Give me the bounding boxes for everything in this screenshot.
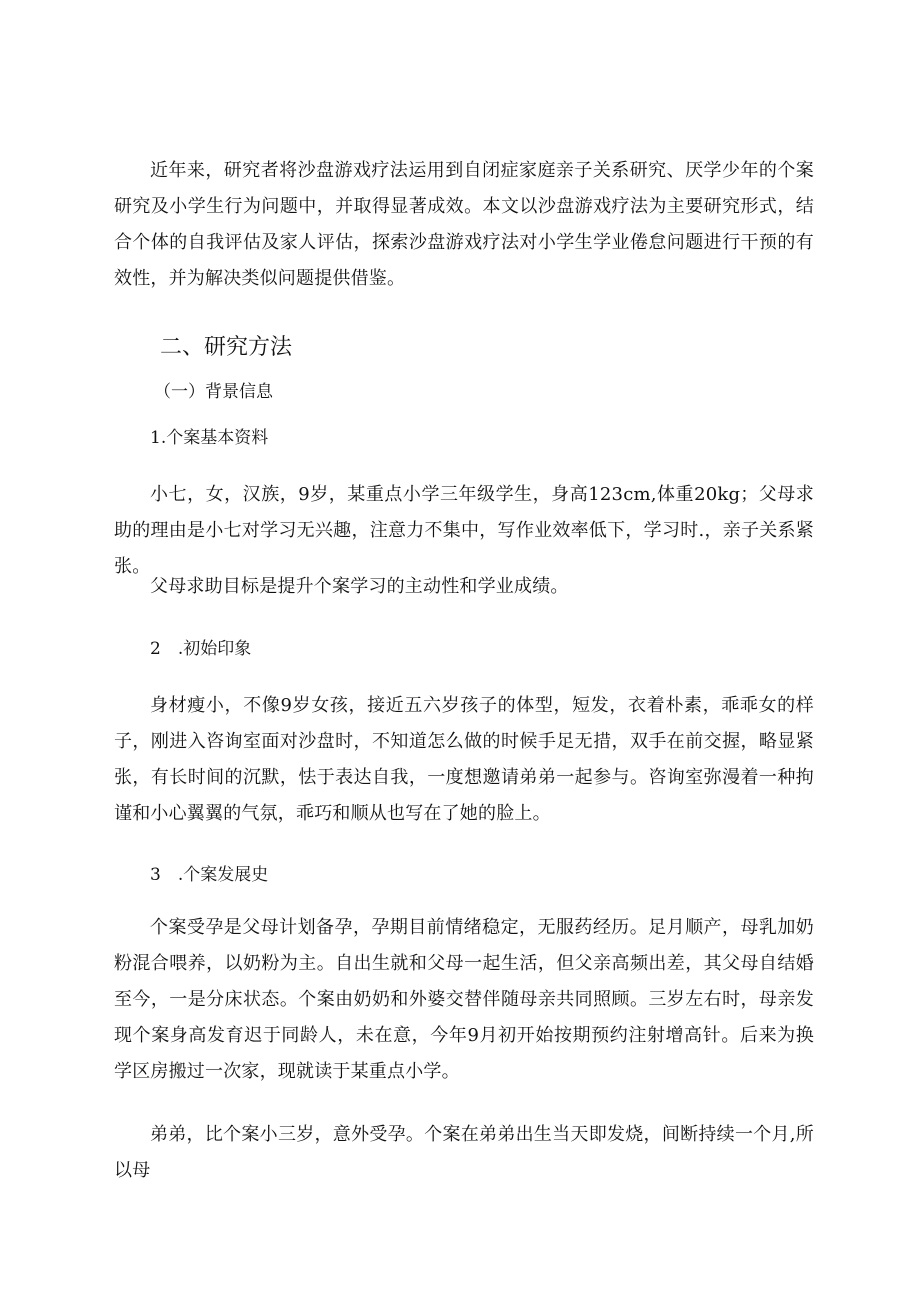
brother-paragraph: 弟弟，比个案小三岁，意外受孕。个案在弟弟出生当天即发烧，间断持续一个月,所以母 <box>114 1124 814 1181</box>
item-heading-history: 3 .个案发展史 <box>150 865 269 885</box>
section-heading-methods: 二、研究方法 <box>160 335 293 360</box>
basic-info-paragraph: 小七，女，汉族，9岁，某重点小学三年级学生，身高123cm,体重20kg；父母求助的理由是小七对学习无兴趣，注意力不集中，写作业效率低下，学习时.，亲子关系紧张。 <box>114 484 814 577</box>
goal-paragraph: 父母求助目标是提升个案学习的主动性和学业成绩。 <box>150 576 569 597</box>
history-paragraph: 个案受孕是父母计划备孕，孕期目前情绪稳定，无服药经历。足月顺产，母乳加奶粉混合喂养，以奶粉为主。自出生就和父母一起生活，但父亲高频出差，其父母自结婚至今，一是分床状态。个案由奶奶和外婆交替伴随母亲共同照顾。三岁左右时，母亲发现个案身高发育迟于同龄人，未在意，今年9月初开始按期预约注射增高针。后来为换学区房搬过一次家，现就读于某重点小学。 <box>114 917 814 1082</box>
intro-paragraph: 近年来，研究者将沙盘游戏疗法运用到自闭症家庭亲子关系研究、厌学少年的个案研究及小学生行为问题中，并取得显著成效。本文以沙盘游戏疗法为主要研究形式，结合个体的自我评估及家人评估，探索沙盘游戏疗法对小学生学业倦怠问题进行干预的有效性，并为解决类似问题提供借鉴。 <box>114 160 814 289</box>
subsection-heading-background: （一）背景信息 <box>154 382 273 402</box>
item-heading-impression: 2 .初始印象 <box>150 639 252 659</box>
impression-paragraph: 身材瘦小，不像9岁女孩，接近五六岁孩子的体型，短发，衣着朴素，乖乖女的样子，刚进入咨询室面对沙盘时，不知道怎么做的时候手足无措，双手在前交握，略显紧张，有长时间的沉默，怯于表达自我，一度想邀请弟弟一起参与。咨询室弥漫着一种拘谨和小心翼翼的气氛，乖巧和顺从也写在了她的脸上。 <box>114 695 814 824</box>
item-heading-basic-info: 1.个案基本资料 <box>150 428 269 448</box>
